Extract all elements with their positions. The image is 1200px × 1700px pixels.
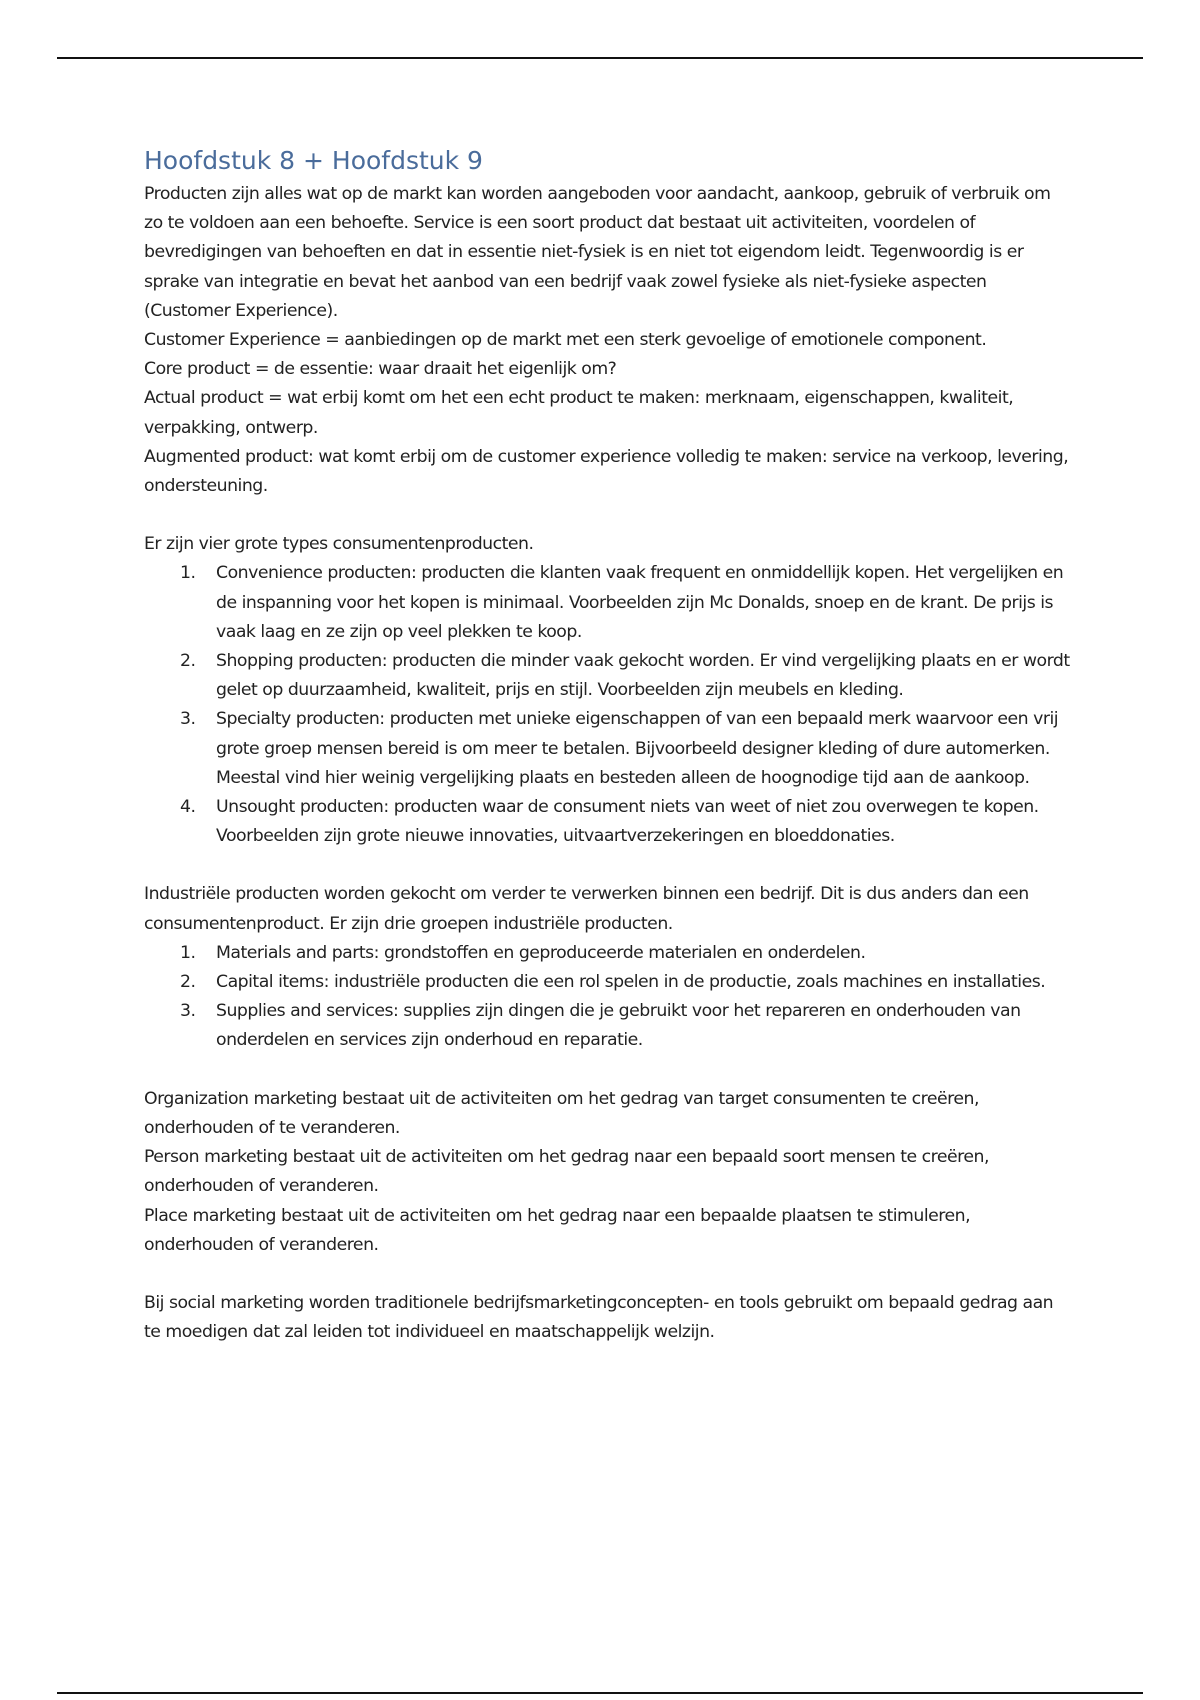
list-item-text: Supplies and services: supplies zijn dingen die je gebruikt voor het repareren en onderhouden van onderdelen en services zijn onderhoud en reparatie. <box>216 1001 1021 1051</box>
consumer-products-intro: Er zijn vier grote types consumentenproducten. <box>144 534 534 555</box>
list-item-text: Shopping producten: producten die minder vaak gekocht worden. Er vind vergelijking plaats en er wordt gelet op duurzaamheid, kwaliteit, prijs en stijl. Voorbeelden zijn meubels en kleding. <box>216 651 1070 701</box>
organization-marketing-paragraph: Organization marketing bestaat uit de activiteiten om het gedrag van target consumenten te creëren, onderhouden of te veranderen. <box>144 1088 979 1138</box>
spacer <box>144 1056 1074 1085</box>
industrial-products-intro: Industriële producten worden gekocht om verder te verwerken binnen een bedrijf. Dit is dus anders dan een consumentenproduct. Er zijn drie groepen industriële producten. <box>144 884 1029 934</box>
list-item-text: Capital items: industriële producten die een rol spelen in de productie, zoals machines en installaties. <box>216 972 1046 993</box>
list-number: 4. <box>180 797 196 818</box>
header-rule <box>57 57 1143 59</box>
list-item-text: Convenience producten: producten die klanten vaak frequent en onmiddellijk kopen. Het vergelijken en de inspanning voor het kopen is minimaal. Voorbeelden zijn Mc Donalds, snoep en de krant. De prijs is vaak laag en ze zijn op veel plekken te koop. <box>216 563 1064 642</box>
list-item <box>144 968 1074 997</box>
list-item <box>144 793 1074 851</box>
list-item <box>144 939 1074 968</box>
list-number: 3. <box>180 709 196 730</box>
place-marketing-paragraph: Place marketing bestaat uit de activiteiten om het gedrag naar een bepaalde plaatsen te stimuleren, onderhouden of veranderen. <box>144 1205 971 1255</box>
spacer <box>144 851 1074 880</box>
social-marketing-paragraph: Bij social marketing worden traditionele bedrijfsmarketingconcepten- en tools gebruikt om bepaald gedrag aan te moedigen dat zal leiden tot individueel en maatschappelijk welzijn. <box>144 1292 1054 1343</box>
spacer <box>144 1260 1074 1289</box>
intro-paragraph-products: Producten zijn alles wat op de markt kan worden aangeboden voor aandacht, aankoop, gebruik of verbruik om zo te voldoen aan een behoefte. Service is een soort product dat bestaat uit activiteiten, voordelen of bevredigingen van behoeften en dat in essentie niet-fysiek is en niet tot eigendom leidt. Tegenwoordig is er sprake van integratie en bevat het aanbod van een bedrijf vaak zowel fysieke als niet-fysieke aspecten (Customer Experience). <box>144 184 1051 321</box>
list-item <box>144 705 1074 793</box>
definition-actual-product: Actual product = wat erbij komt om het een echt product te maken: merknaam, eigenschappen, kwaliteit, verpakking, ontwerp. <box>144 388 1014 438</box>
list-number: 3. <box>180 1001 196 1022</box>
person-marketing-paragraph: Person marketing bestaat uit de activiteiten om het gedrag naar een bepaald soort mensen te creëren, onderhouden of veranderen. <box>144 1147 989 1197</box>
page-title: Hoofdstuk 8 + Hoofdstuk 9 <box>144 146 483 175</box>
list-item-text: Materials and parts: grondstoffen en geproduceerde materialen en onderdelen. <box>216 942 866 963</box>
spacer <box>144 501 1074 530</box>
page-body <box>144 144 1074 1347</box>
definition-core-product: Core product = de essentie: waar draait het eigenlijk om? <box>144 359 617 380</box>
definition-augmented-product: Augmented product: wat komt erbij om de customer experience volledig te maken: service na verkoop, levering, ondersteuning. <box>144 446 1069 497</box>
list-item-text: Unsought producten: producten waar de consument niets van weet of niet zou overwegen te kopen. Voorbeelden zijn grote nieuwe innovaties, uitvaartverzekeringen en bloeddonaties. <box>216 797 1039 847</box>
list-item <box>144 559 1074 647</box>
definition-customer-experience: Customer Experience = aanbiedingen op de markt met een sterk gevoelige of emotionele component. <box>144 330 987 351</box>
list-number: 2. <box>180 972 196 993</box>
list-item <box>144 647 1074 705</box>
footer-rule <box>57 1692 1143 1694</box>
list-number: 2. <box>180 651 196 672</box>
list-item <box>144 997 1074 1055</box>
industrial-products-list <box>144 939 1074 1056</box>
list-number: 1. <box>180 942 196 963</box>
consumer-products-list <box>144 559 1074 851</box>
list-number: 1. <box>180 563 196 584</box>
list-item-text: Specialty producten: producten met unieke eigenschappen of van een bepaald merk waarvoor een vrij grote groep mensen bereid is om meer te betalen. Bijvoorbeeld designer kleding of dure automerken. Meestal vind hier weinig vergelijking plaats en besteden alleen de hoognodige tijd aan de aankoop. <box>216 709 1059 788</box>
